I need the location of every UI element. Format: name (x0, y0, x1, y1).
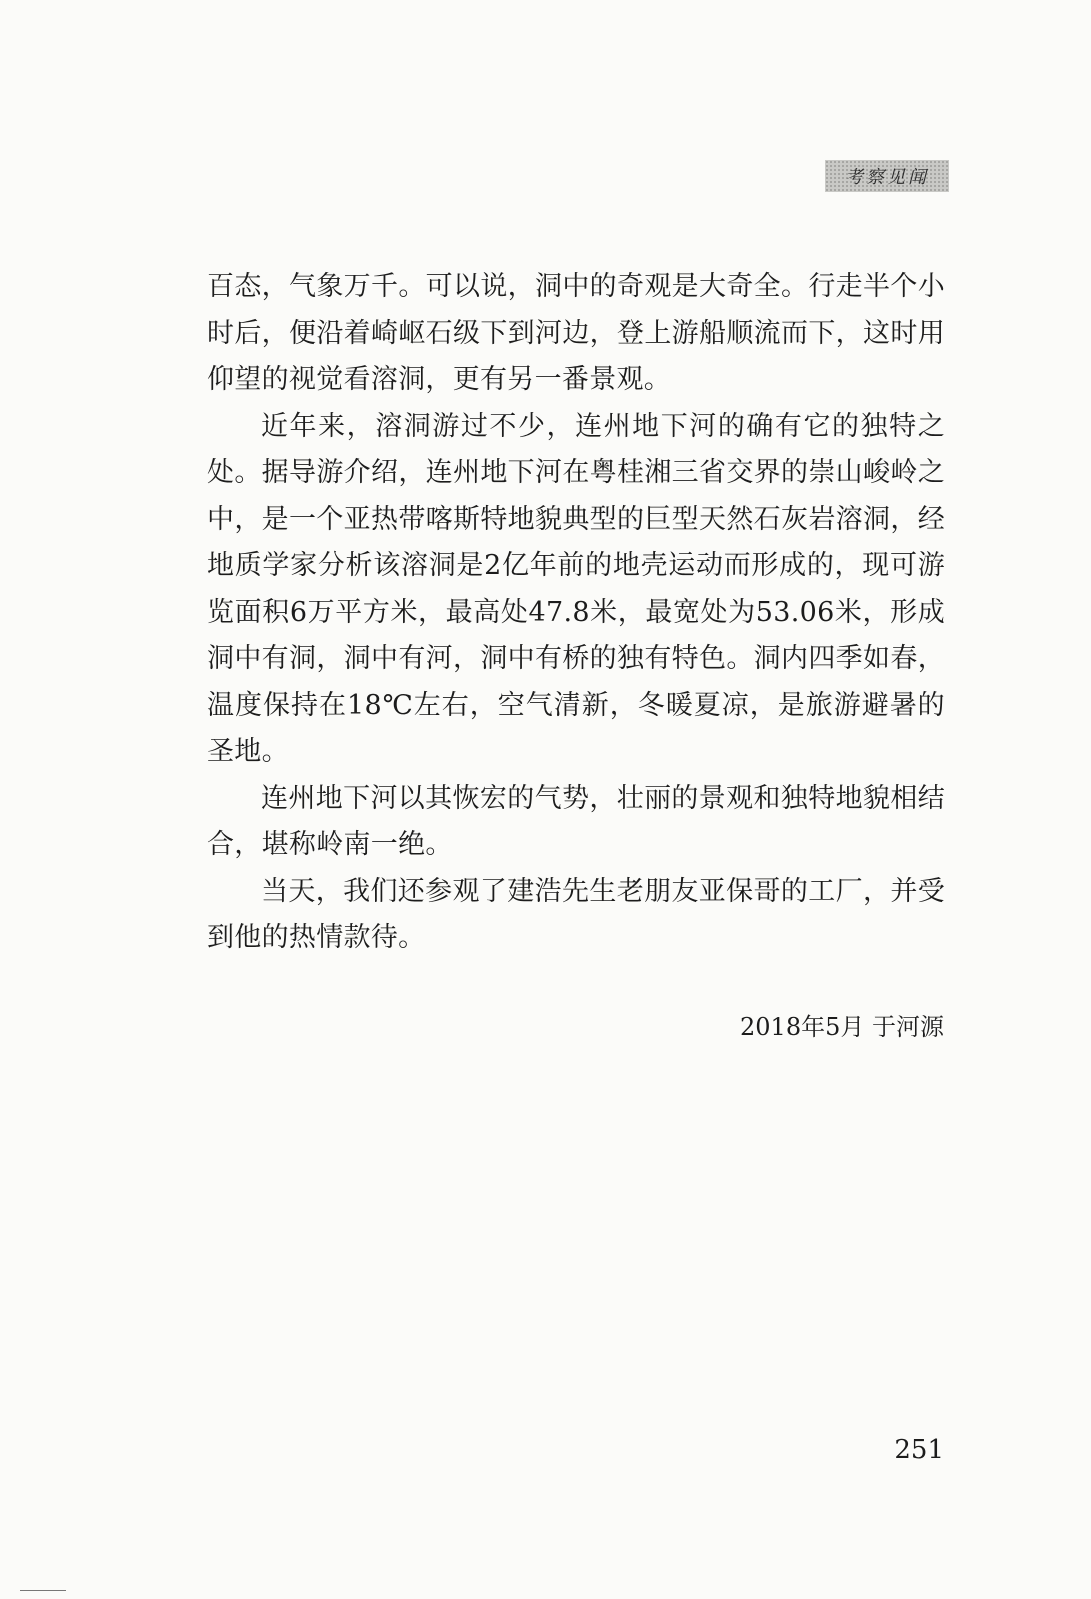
paragraph-1: 百态，气象万千。可以说，洞中的奇观是大奇全。行走半个小时后，便沿着崎岖石级下到河边，登上游船顺流而下，这时用仰望的视觉看溶洞，更有另一番景观。 (207, 271, 945, 395)
date-signature: 2018年5月 于河源 (740, 1013, 944, 1041)
running-head-text: 考察见闻 (845, 167, 929, 188)
scan-edge-mark (20, 1590, 66, 1591)
paragraph-3: 连州地下河以其恢宏的气势，壮丽的景观和独特地貌相结合，堪称岭南一绝。 (207, 782, 945, 860)
body-text (207, 264, 945, 962)
paragraph-2: 近年来，溶洞游过不少，连州地下河的确有它的独特之处。据导游介绍，连州地下河在粤桂湘三省交界的崇山峻岭之中，是一个亚热带喀斯特地貌典型的巨型天然石灰岩溶洞，经地质学家分析该溶洞是2亿年前的地壳运动而形成的，现可游览面积6万平方米，最高处47.8米，最宽处为53.06米，形成洞中有洞，洞中有河，洞中有桥的独有特色。洞内四季如春，温度保持在18℃左右，空气清新，冬暖夏凉，是旅游避暑的圣地。 (207, 410, 945, 767)
page-number: 251 (894, 1435, 944, 1465)
running-head (825, 160, 949, 192)
paragraph-4: 当天，我们还参观了建浩先生老朋友亚保哥的工厂，并受到他的热情款待。 (207, 875, 945, 953)
